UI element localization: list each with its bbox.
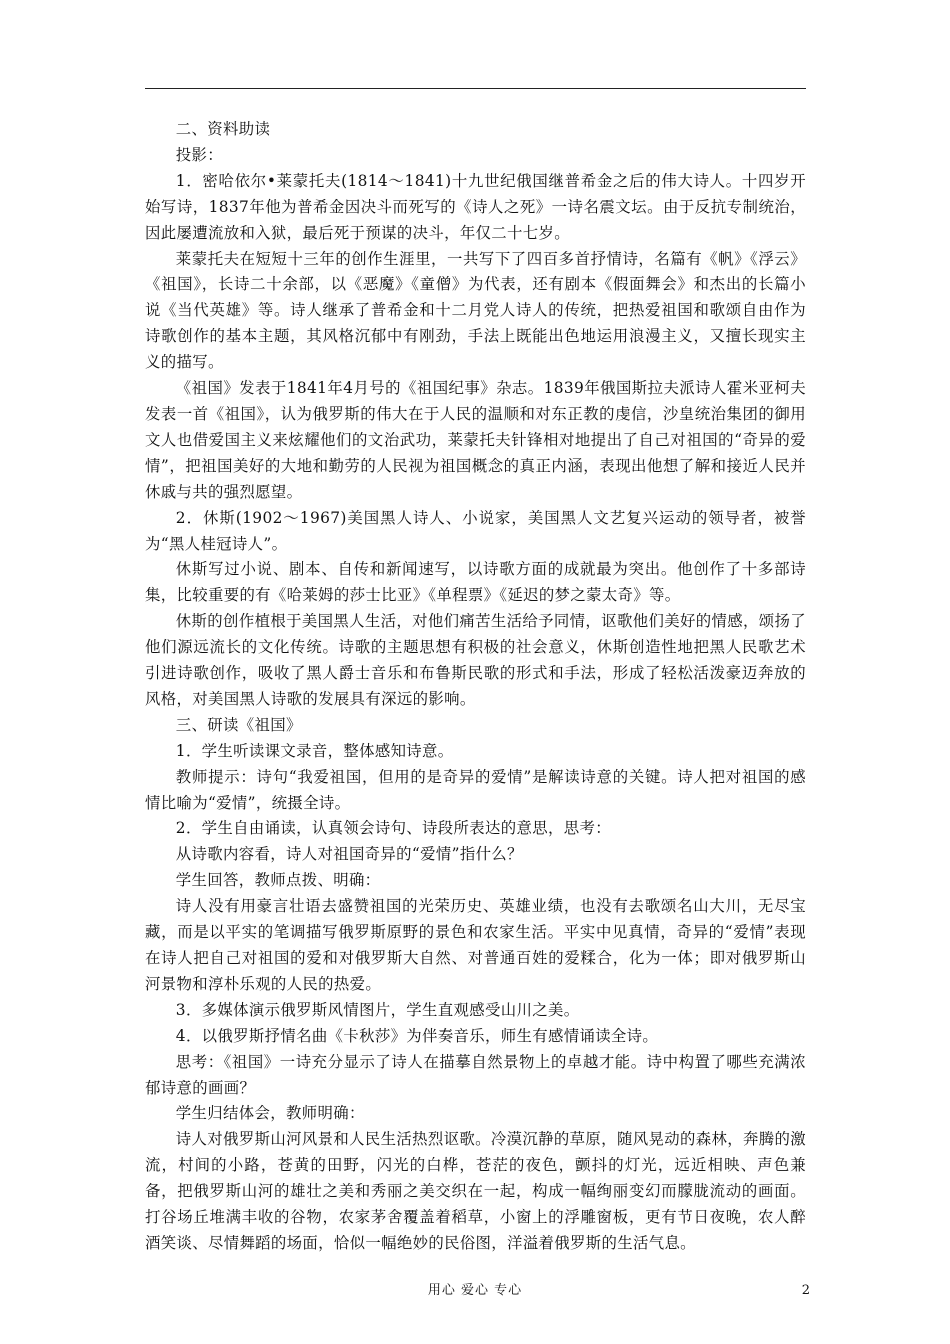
paragraph: 诗人没有用豪言壮语去盛赞祖国的光荣历史、英雄业绩，也没有去歌颂名山大川，无尽宝藏，而是以平实的笔调描写俄罗斯原野的景色和农家生活。平实中见真情，奇异的“爱情”表现在诗人把自己对祖国的爱和对俄罗斯大自然、对普通百姓的爱糅合，化为一体；即对俄罗斯山河景物和淳朴乐观的人民的热爱。: [145, 897, 806, 993]
section-heading-study: 三、研读《祖国》: [175, 715, 302, 734]
paragraph: 教师提示：诗句“我爱祖国，但用的是奇异的爱情”是解读诗意的关键。诗人把对祖国的感情比喻为“爱情”，统摄全诗。: [145, 767, 806, 812]
section-heading-materials: 二、资料助读: [175, 120, 271, 138]
footer-motto: 用心 爱心 专心: [427, 1283, 523, 1298]
header-rule: [145, 88, 806, 89]
paragraph: 休斯写过小说、剧本、自传和新闻速写，以诗歌方面的成就最为突出。他创作了十多部诗集，比较重要的有《哈莱姆的莎士比亚》《单程票》《延迟的梦之蒙太奇》等。: [145, 560, 806, 605]
paragraph: 3．多媒体演示俄罗斯风情图片，学生直观感受山川之美。: [175, 1000, 580, 1019]
paragraph: 思考：《祖国》一诗充分显示了诗人在描摹自然景物上的卓越才能。诗中构置了哪些充满浓郁诗意的画画？: [145, 1052, 806, 1097]
paragraph: 2．休斯(1902～1967)美国黑人诗人、小说家，美国黑人文艺复兴运动的领导者，被誉为“黑人桂冠诗人”。: [145, 508, 806, 553]
paragraph: 学生回答，教师点拨、明确：: [175, 871, 381, 890]
paragraph: 1．学生听读课文录音，整体感知诗意。: [175, 741, 454, 760]
document-body: [145, 117, 806, 1257]
paragraph: 休斯的创作植根于美国黑人生活，对他们痛苦生活给予同情，讴歌他们美好的情感，颂扬了他们源远流长的文化传统。诗歌的主题思想有积极的社会意义，休斯创造性地把黑人民歌艺术引进诗歌创作，吸收了黑人爵士音乐和布鲁斯民歌的形式和手法，形成了轻松活泼豪迈奔放的风格，对美国黑人诗歌的发展具有深远的影响。: [145, 612, 806, 708]
page-number: 2: [801, 1283, 810, 1298]
paragraph: 投影：: [175, 145, 224, 164]
paragraph: 1．密哈依尔•莱蒙托夫(1814～1841)十九世纪俄国继普希金之后的伟大诗人。十四岁开始写诗，1837年他为普希金因决斗而死写的《诗人之死》一诗名震文坛。由于反抗专制统治，因此屡遭流放和入狱，最后死于预谋的决斗，年仅二十七岁。: [145, 171, 806, 242]
paragraph: 《祖国》发表于1841年4月号的《祖国纪事》杂志。1839年俄国斯拉夫派诗人霍米亚柯夫发表一首《祖国》，认为俄罗斯的伟大在于人民的温顺和对东正教的虔信，沙皇统治集团的御用文人也借爱国主义来炫耀他们的文治武功，莱蒙托夫针锋相对地提出了自己对祖国的“奇异的爱情”，把祖国美好的大地和勤劳的人民视为祖国概念的真正内涵，表现出他想了解和接近人民并休戚与共的强烈愿望。: [145, 379, 806, 501]
paragraph: 从诗歌内容看，诗人对祖国奇异的“爱情”指什么？: [175, 845, 523, 864]
paragraph: 学生归结体会，教师明确：: [175, 1104, 365, 1123]
paragraph: 4．以俄罗斯抒情名曲《卡秋莎》为伴奏音乐，师生有感情诵读全诗。: [175, 1026, 659, 1045]
paragraph: 莱蒙托夫在短短十三年的创作生涯里，一共写下了四百多首抒情诗，名篇有《帆》《浮云》《祖国》，长诗二十余部，以《恶魔》《童僧》为代表，还有剧本《假面舞会》和杰出的长篇小说《当代英雄》等。诗人继承了普希金和十二月党人诗人的传统，把热爱祖国和歌颂自由作为诗歌创作的基本主题，其风格沉郁中有刚劲，手法上既能出色地运用浪漫主义，又擅长现实主义的描写。: [145, 249, 806, 372]
paragraph: 诗人对俄罗斯山河风景和人民生活热烈讴歌。冷漠沉静的草原，随风晃动的森林，奔腾的激流，村间的小路，苍黄的田野，闪光的白桦，苍茫的夜色，颤抖的灯光，远近相映、声色兼备，把俄罗斯山河的雄壮之美和秀丽之美交织在一起，构成一幅绚丽变幻而朦胧流动的画面。打谷场丘堆满丰收的谷物，农家茅舍覆盖着稻草，小窗上的浮雕窗板，更有节日夜晚，农人醉酒笑谈、尽情舞蹈的场面，恰似一幅绝妙的民俗图，洋溢着俄罗斯的生活气息。: [145, 1130, 806, 1252]
paragraph: 2．学生自由诵读，认真领会诗句、诗段所表达的意思，思考：: [175, 819, 611, 838]
